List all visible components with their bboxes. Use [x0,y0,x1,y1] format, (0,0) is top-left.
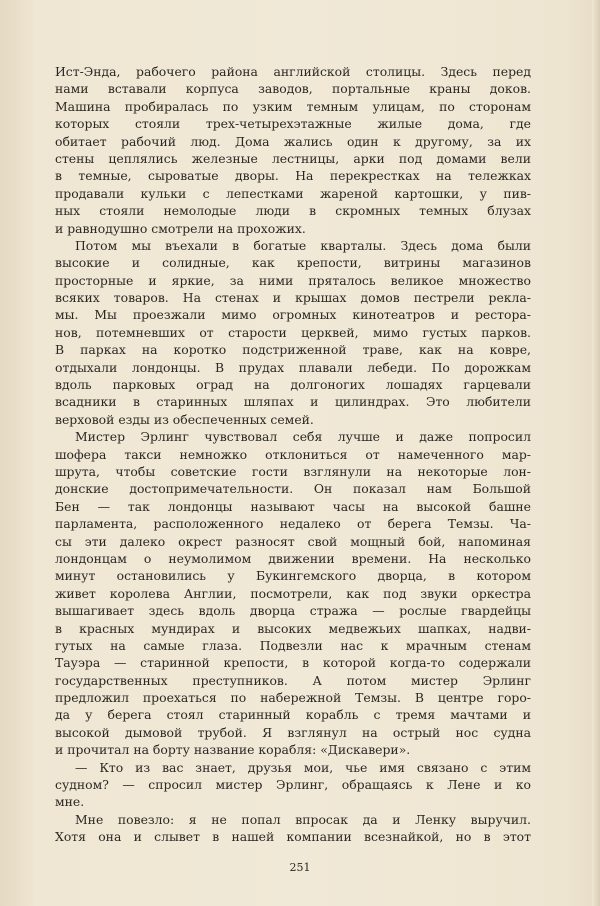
text-line: нами вставали корпуса заводов, портальные краны доков. [55,81,531,97]
text-line: высокой дымовой трубой. Я взглянул на острый нос судна [55,724,531,740]
text-line: которых стояли трех-четырехэтажные жилые дома, где [55,116,531,132]
text-line: Машина пробиралась по узким темным улицам, по сторонам [55,98,531,114]
text-line: В парках на коротко подстриженной траве, как на ковре, [55,342,531,358]
text-line: отдыхали лондонцы. В прудах плавали лебеди. По дорожкам [55,359,531,375]
text-line: Хотя она и слывет в нашей компании всезнайкой, но в этот [55,829,531,845]
page-edge [592,0,600,906]
text-line: минут остановились у Букингемского дворца, в котором [55,568,531,584]
text-line: верховой езды из обеспеченных семей. [55,411,314,427]
text-line: в красных мундирах и высоких медвежьих шапках, надви- [55,620,531,636]
text-line: ных стояли немолодые люди в скромных темных блузах [55,203,531,219]
text-line: стены цеплялись железные лестницы, арки под домами вели [55,150,531,166]
text-line: шрута, чтобы советские гости взглянули на некоторые лон- [55,463,531,479]
text-line: вышагивает здесь вдоль дворца стража — рослые гвардейцы [55,603,531,619]
text-line: предложил проехаться по набережной Темзы. В центре горо- [55,690,531,706]
text-line: в темные, сыроватые дворы. На перекрестках на тележках [55,168,531,184]
text-line: Мне повезло: я не попал впросак да и Ленку выручил. [75,811,531,827]
text-line: лондонцам о неумолимом движении времени. На несколько [55,550,531,566]
text-line: Бен — так лондонцы называют часы на высокой башне [55,498,531,514]
text-line: продавали кульки с лепестками жареной картошки, у пив- [55,185,531,201]
text-line: гутых на самые глаза. Подвезли нас к мрачным стенам [55,637,531,653]
text-line: нов, потемневших от старости церквей, мимо густых парков. [55,324,531,340]
text-line: просторные и яркие, за ними пряталось великое множество [55,272,531,288]
text-line: живет королева Англии, посмотрели, как под звуки оркестра [55,585,531,601]
text-line: мы. Мы проезжали мимо огромных кинотеатров и рестора- [55,307,531,323]
text-line: вдоль парковых оград на долгоногих лошадях гарцевали [55,377,531,393]
text-line: Ист-Энда, рабочего района английской столицы. Здесь перед [55,64,531,79]
text-line: всяких товаров. На стенах и крышах домов пестрели рекла- [55,290,531,306]
body-text [55,63,531,846]
text-line: шофера такси немножко отклониться от намеченного мар- [55,446,531,462]
text-line: парламента, расположенного недалеко от берега Темзы. Ча- [55,516,531,532]
text-line: высокие и солидные, как крепости, витрины магазинов [55,255,531,271]
text-line: всадники в старинных шляпах и цилиндрах. Это любители [55,394,531,410]
text-line: государственных преступников. А потом мистер Эрлинг [55,672,531,688]
text-line: да у берега стоял старинный корабль с тремя мачтами и [55,707,531,723]
page-number: 251 [289,861,311,874]
text-line: и прочитал на борту название корабля: «Дискавери». [55,742,411,758]
text-line: Мистер Эрлинг чувствовал себя лучше и даже попросил [75,429,531,445]
text-line: сы эти далеко окрест разносят свой мощный бой, напоминая [55,533,531,549]
text-line: судном? — спросил мистер Эрлинг, обращаясь к Лене и ко [55,777,531,793]
text-line: — Кто из вас знает, друзья мои, чье имя связано с этим [75,759,531,775]
text-line: донские достопримечательности. Он показал нам Большой [55,481,531,497]
text-line: мне. [55,794,85,810]
text-line: Тауэра — старинной крепости, в которой когда-то содержали [55,655,531,671]
text-line: обитает рабочий люд. Дома жались один к другому, за их [55,133,531,149]
text-line: и равнодушно смотрели на прохожих. [55,220,306,236]
text-line: Потом мы въехали в богатые кварталы. Здесь дома были [75,237,531,253]
